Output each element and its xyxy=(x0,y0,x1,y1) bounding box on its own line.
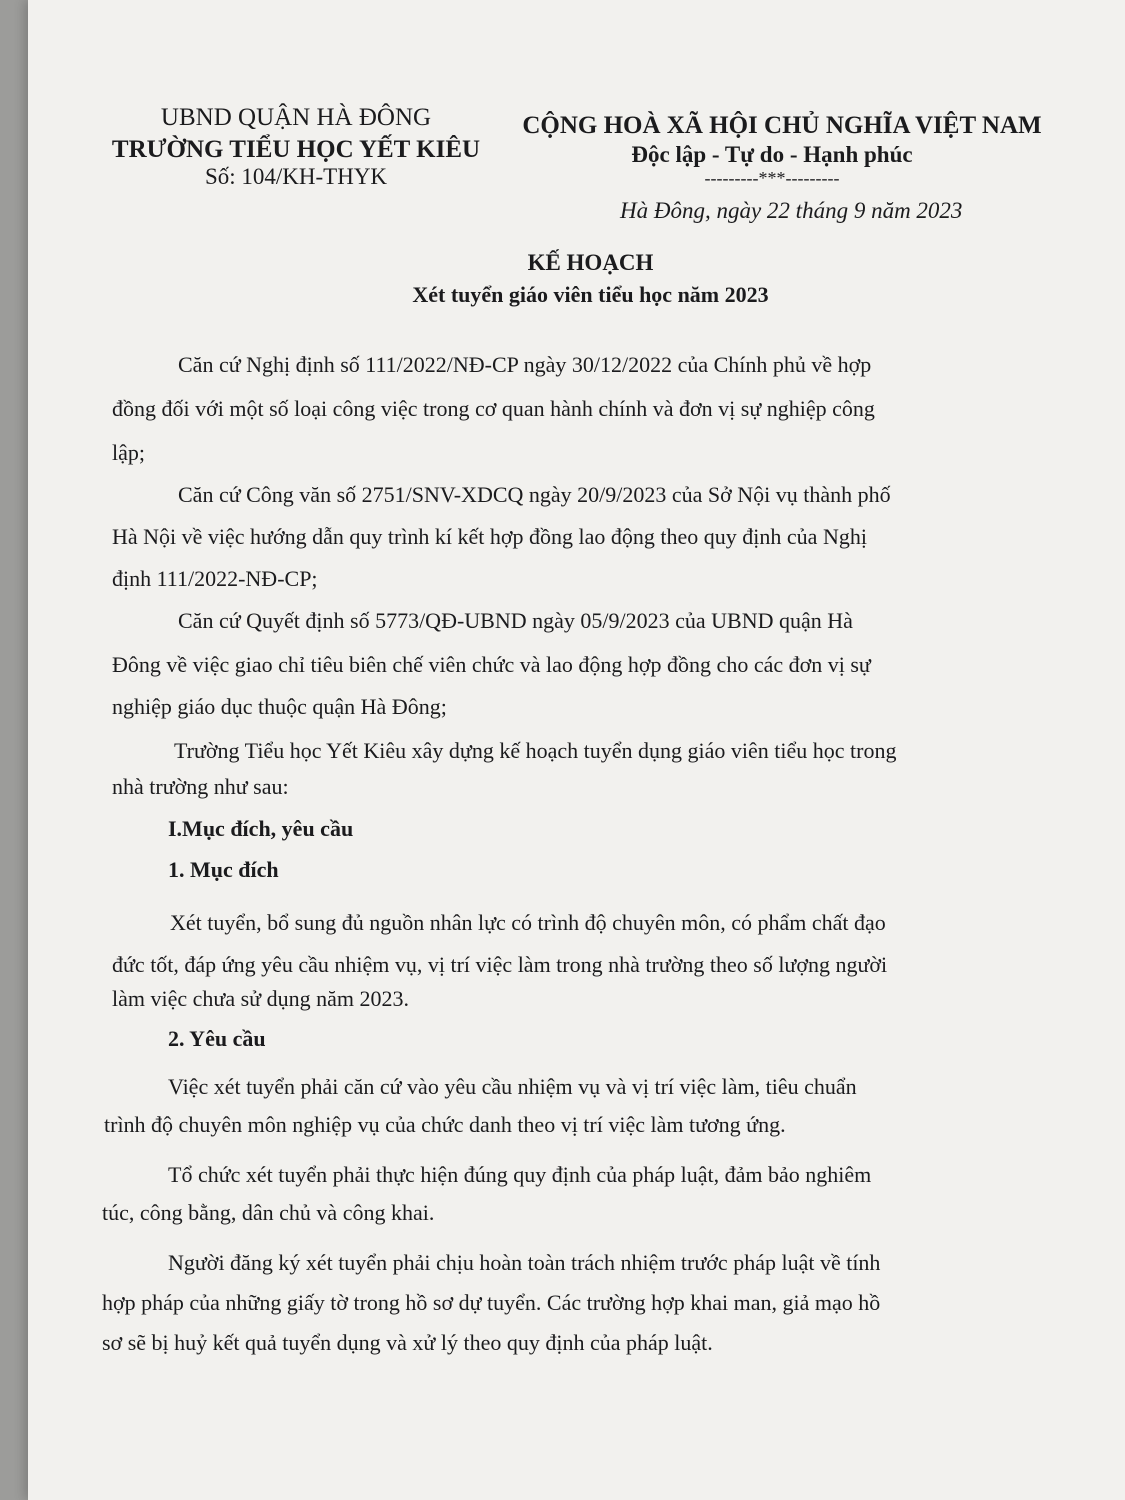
scan-edge xyxy=(0,0,28,1500)
body-line: Người đăng ký xét tuyển phải chịu hoàn toàn trách nhiệm trước pháp luật về tính xyxy=(168,1250,881,1275)
body-line: sơ sẽ bị huỷ kết quả tuyển dụng và xử lý theo quy định của pháp luật. xyxy=(102,1330,713,1355)
subsection-heading: 1. Mục đích xyxy=(168,857,279,882)
body-line: Đông về việc giao chỉ tiêu biên chế viên chức và lao động hợp đồng cho các đơn vị sự xyxy=(112,652,871,677)
body-line: hợp pháp của những giấy tờ trong hồ sơ dự tuyển. Các trường hợp khai man, giả mạo hồ xyxy=(102,1290,881,1315)
school-name: TRƯỜNG TIỂU HỌC YẾT KIÊU xyxy=(111,136,481,163)
issue-date: Hà Đông, ngày 22 tháng 9 năm 2023 xyxy=(620,198,963,223)
body-line: túc, công bằng, dân chủ và công khai. xyxy=(102,1200,435,1225)
authority-name: UBND QUẬN HÀ ĐÔNG xyxy=(160,104,432,131)
document-subtitle: Xét tuyển giáo viên tiểu học năm 2023 xyxy=(412,282,769,307)
body-line: nghiệp giáo dục thuộc quận Hà Đông; xyxy=(112,694,447,719)
document-number: Số: 104/KH-THYK xyxy=(204,164,388,189)
body-line: nhà trường như sau: xyxy=(112,774,289,799)
body-line: Trường Tiểu học Yết Kiêu xây dựng kế hoạch tuyển dụng giáo viên tiểu học trong xyxy=(174,738,897,763)
body-line: Hà Nội về việc hướng dẫn quy trình kí kết hợp đồng lao động theo quy định của Nghị xyxy=(112,524,867,549)
body-line: đức tốt, đáp ứng yêu cầu nhiệm vụ, vị trí việc làm trong nhà trường theo số lượng người xyxy=(112,952,888,977)
body-line: đồng đối với một số loại công việc trong cơ quan hành chính và đơn vị sự nghiệp công xyxy=(112,396,875,421)
body-line: Xét tuyển, bổ sung đủ nguồn nhân lực có trình độ chuyên môn, có phẩm chất đạo xyxy=(170,910,886,935)
subsection-heading: 2. Yêu cầu xyxy=(168,1026,266,1051)
separator-line: ---------***--------- xyxy=(704,168,840,188)
body-line: Việc xét tuyển phải căn cứ vào yêu cầu nhiệm vụ và vị trí việc làm, tiêu chuẩn xyxy=(168,1074,857,1099)
body-line: lập; xyxy=(112,440,145,465)
body-line: Căn cứ Công văn số 2751/SNV-XDCQ ngày 20/9/2023 của Sở Nội vụ thành phố xyxy=(178,482,891,507)
country-name: CỘNG HOÀ XÃ HỘI CHỦ NGHĨA VIỆT NAM xyxy=(522,112,1042,139)
body-line: Tổ chức xét tuyển phải thực hiện đúng quy định của pháp luật, đảm bảo nghiêm xyxy=(168,1162,872,1187)
body-line: làm việc chưa sử dụng năm 2023. xyxy=(112,986,409,1011)
national-motto: Độc lập - Tự do - Hạnh phúc xyxy=(631,142,913,167)
body-line: định 111/2022-NĐ-CP; xyxy=(112,566,318,591)
section-heading: I.Mục đích, yêu cầu xyxy=(168,816,354,841)
document-title: KẾ HOẠCH xyxy=(527,250,654,275)
body-line: Căn cứ Nghị định số 111/2022/NĐ-CP ngày 30/12/2022 của Chính phủ về hợp xyxy=(178,352,872,377)
document-page xyxy=(28,0,1125,1500)
body-line: trình độ chuyên môn nghiệp vụ của chức danh theo vị trí việc làm tương ứng. xyxy=(104,1112,786,1137)
body-line: Căn cứ Quyết định số 5773/QĐ-UBND ngày 05/9/2023 của UBND quận Hà xyxy=(178,608,853,633)
